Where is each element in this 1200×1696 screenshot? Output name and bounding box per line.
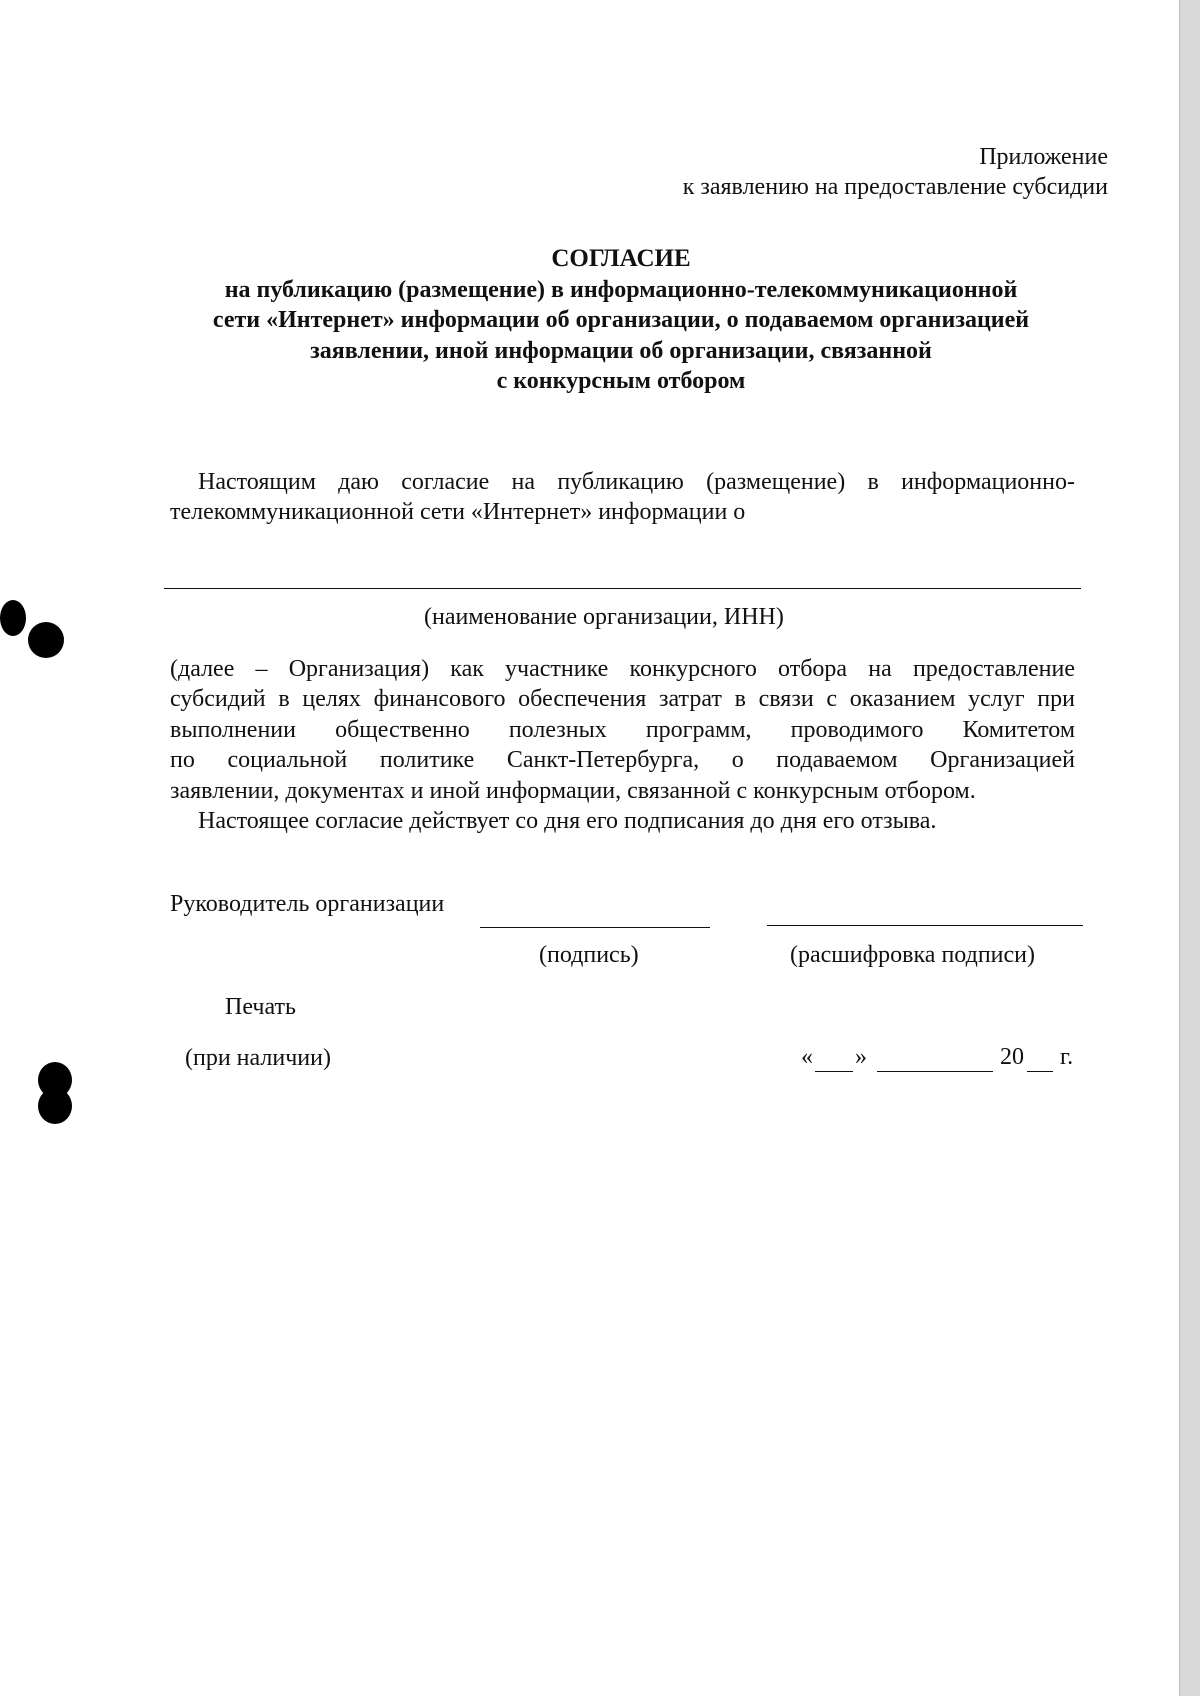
paragraph-line-1: (далее – Организация) как участнике конкурсного отбора на предоставление xyxy=(170,656,1075,682)
signature-line xyxy=(480,927,710,928)
organization-name-line xyxy=(164,588,1081,589)
date-year-line xyxy=(1027,1071,1053,1072)
document-subtitle-line-1: на публикацию (размещение) в информационно-телекоммуникационной xyxy=(224,277,1018,303)
paragraph-line-3: выполнении общественно полезных программ, проводимого Комитетом xyxy=(170,717,1075,743)
document-subtitle-line-2: сети «Интернет» информации об организации, о подаваемом организацией xyxy=(212,307,1030,333)
stamp-label: Печать xyxy=(225,994,296,1020)
appendix-label: Приложение xyxy=(979,144,1108,170)
document-title: СОГЛАСИЕ xyxy=(551,245,691,272)
signature-decoding-line xyxy=(767,925,1083,926)
date-close-quote: » xyxy=(855,1044,867,1070)
signature-decoding-caption: (расшифровка подписи) xyxy=(790,942,1035,968)
validity-statement: Настоящее согласие действует со дня его подписания до дня его отзыва. xyxy=(198,808,937,834)
date-day-line xyxy=(815,1071,853,1072)
punch-hole-bottom-lower xyxy=(38,1088,72,1124)
document-subtitle-line-4: с конкурсным отбором xyxy=(496,368,746,394)
signature-caption: (подпись) xyxy=(539,942,639,968)
stamp-note: (при наличии) xyxy=(185,1045,331,1071)
punch-hole-top-right xyxy=(28,622,64,658)
date-year-suffix: г. xyxy=(1060,1044,1074,1070)
date-century: 20 xyxy=(1000,1044,1024,1070)
document-subtitle-line-3: заявлении, иной информации об организации, связанной xyxy=(310,338,932,364)
intro-line-1: Настоящим даю согласие на публикацию (размещение) в информационно- xyxy=(198,469,1075,495)
punch-hole-top-left xyxy=(0,600,26,636)
paragraph-line-2: субсидий в целях финансового обеспечения затрат в связи с оказанием услуг при xyxy=(170,686,1075,712)
date-month-line xyxy=(877,1071,993,1072)
appendix-subtitle: к заявлению на предоставление субсидии xyxy=(682,174,1108,200)
intro-line-2: телекоммуникационной сети «Интернет» информации о xyxy=(170,499,746,525)
organization-name-caption: (наименование организации, ИНН) xyxy=(424,604,784,630)
paragraph-line-4: по социальной политике Санкт-Петербурга, о подаваемом Организацией xyxy=(170,747,1075,773)
date-open-quote: « xyxy=(801,1044,813,1070)
paragraph-line-5: заявлении, документах и иной информации, связанной с конкурсным отбором. xyxy=(170,778,976,804)
head-of-organization-label: Руководитель организации xyxy=(170,891,445,917)
